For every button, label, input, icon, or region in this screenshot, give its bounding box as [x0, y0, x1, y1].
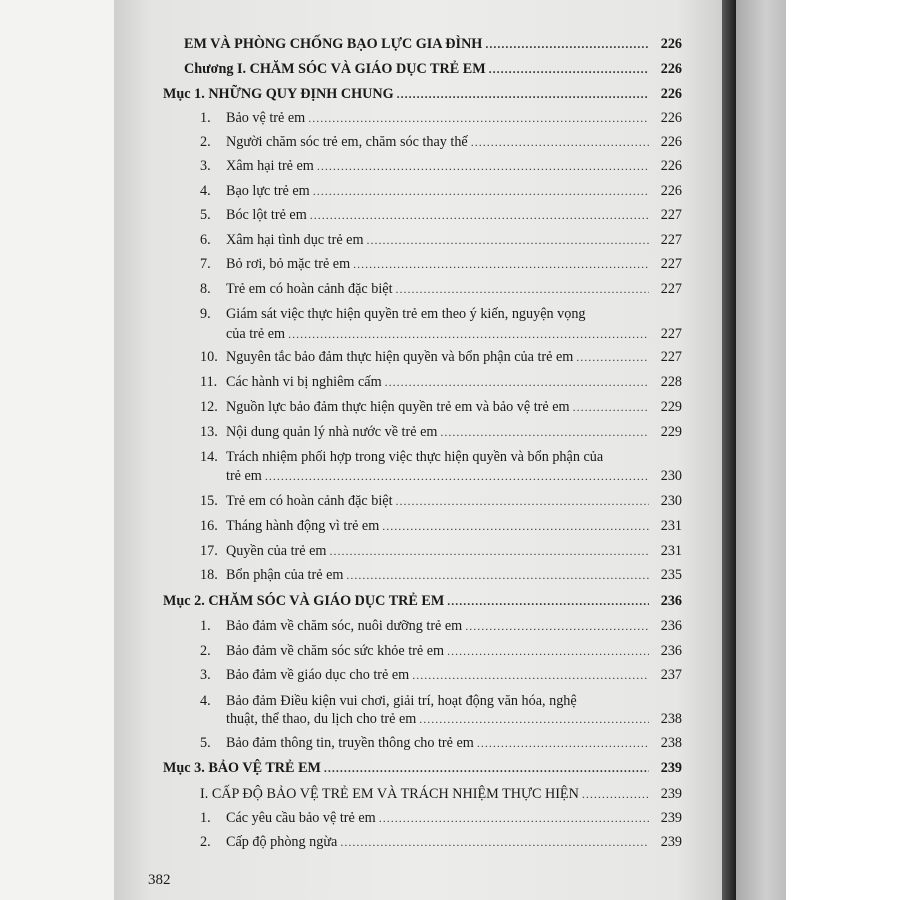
section-heading: Mục 2. CHĂM SÓC VÀ GIÁO DỤC TRẺ EM ..... 236	[163, 593, 682, 617]
toc-entry-first-line: 9. Giám sát việc thực hiện quyền trẻ em theo ý kiến, nguyện vọng	[200, 306, 586, 322]
toc-entry-first-line: 14. Trách nhiệm phối hợp trong việc thực hiện quyền và bổn phận của	[200, 449, 604, 465]
toc-entry: 2. Cấp độ phòng ngừa ..... 239	[200, 834, 682, 858]
toc-entry-continuation: của trẻ em ..... 227	[226, 326, 682, 350]
toc-entry: 10. Nguyên tắc bảo đảm thực hiện quyền và bổn phận của trẻ em ..... 227	[200, 349, 682, 373]
toc-entry: EM VÀ PHÒNG CHỐNG BẠO LỰC GIA ĐÌNH ..... 226	[184, 36, 682, 60]
toc-entry: 3. Xâm hại trẻ em ..... 226	[200, 158, 682, 182]
section-heading: Mục 1. NHỮNG QUY ĐỊNH CHUNG ..... 226	[163, 86, 682, 110]
toc-entry-continuation: thuật, thể thao, du lịch cho trẻ em ..... 238	[226, 711, 682, 735]
toc-entry: 3. Bảo đảm về giáo dục cho trẻ em ..... 237	[200, 667, 682, 691]
toc-entry: 1. Bảo vệ trẻ em ..... 226	[200, 110, 682, 134]
toc-entry: 5. Bảo đảm thông tin, truyền thông cho trẻ em ..... 238	[200, 735, 682, 759]
toc-entry-first-line: 4. Bảo đảm Điều kiện vui chơi, giải trí, hoạt động văn hóa, nghệ	[200, 693, 577, 709]
toc-entry: 17. Quyền của trẻ em ..... 231	[200, 543, 682, 567]
page-number: 382	[148, 872, 171, 888]
toc-entry: 12. Nguồn lực bảo đảm thực hiện quyền trẻ em và bảo vệ trẻ em ..... 229	[200, 399, 682, 423]
toc-entry: 13. Nội dung quản lý nhà nước về trẻ em ..... 229	[200, 424, 682, 448]
toc-entry: 2. Người chăm sóc trẻ em, chăm sóc thay thế ..... 226	[200, 134, 682, 158]
toc-entry: 1. Bảo đảm về chăm sóc, nuôi dưỡng trẻ em ..... 236	[200, 618, 682, 642]
toc-entry: 4. Bạo lực trẻ em ..... 226	[200, 183, 682, 207]
toc-entry: 1. Các yêu cầu bảo vệ trẻ em ..... 239	[200, 810, 682, 834]
toc-entry-continuation: trẻ em ..... 230	[226, 468, 682, 492]
toc-entry: 15. Trẻ em có hoàn cảnh đặc biệt ..... 230	[200, 493, 682, 517]
toc-entry: 16. Tháng hành động vì trẻ em ..... 231	[200, 518, 682, 542]
section-heading: Mục 3. BẢO VỆ TRẺ EM ..... 239	[163, 760, 682, 784]
toc-entry: 2. Bảo đảm về chăm sóc sức khỏe trẻ em ..... 236	[200, 643, 682, 667]
subsection-heading: I. CẤP ĐỘ BẢO VỆ TRẺ EM VÀ TRÁCH NHIỆM THỰC HIỆN ..... 239	[200, 786, 682, 810]
toc-entry: 7. Bỏ rơi, bỏ mặc trẻ em ..... 227	[200, 256, 682, 280]
toc-entry: 18. Bổn phận của trẻ em ..... 235	[200, 567, 682, 591]
toc-entry: 11. Các hành vi bị nghiêm cấm ..... 228	[200, 374, 682, 398]
chapter-heading: Chương I. CHĂM SÓC VÀ GIÁO DỤC TRẺ EM ..... 226	[184, 61, 682, 85]
toc-entry: 8. Trẻ em có hoàn cảnh đặc biệt ..... 227	[200, 281, 682, 305]
toc-entry: 6. Xâm hại tình dục trẻ em ..... 227	[200, 232, 682, 256]
toc-entry: 5. Bóc lột trẻ em ..... 227	[200, 207, 682, 231]
